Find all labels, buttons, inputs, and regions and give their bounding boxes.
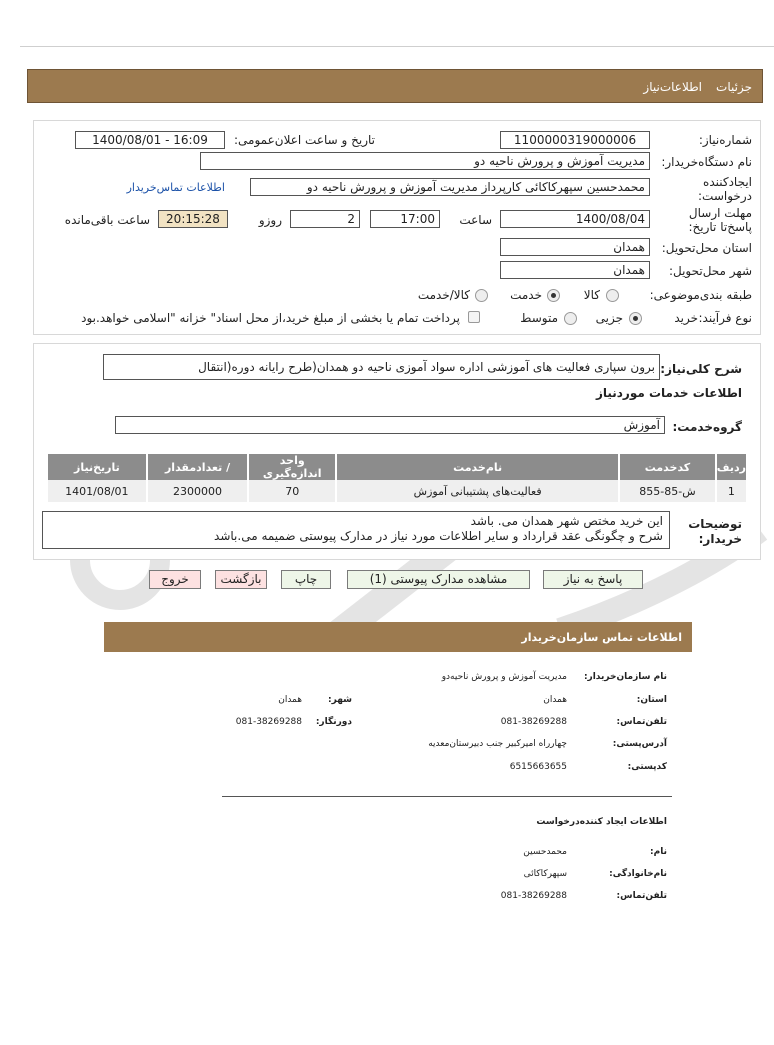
contact-province-value: همدان <box>543 695 567 705</box>
buyer-contact-link[interactable]: اطلاعات تماس‌خریدار <box>126 181 225 194</box>
contact-city-label: شهر: <box>328 695 352 705</box>
need-number-label: شماره‌نیاز: <box>698 133 752 147</box>
buyer-contact-body <box>104 662 692 922</box>
contact-divider <box>222 796 672 797</box>
province-field: همدان <box>500 238 650 256</box>
back-button[interactable]: بازگشت <box>215 570 267 589</box>
creator-label: ایجادکننده درخواست: <box>698 175 752 203</box>
buyer-org-field: مدیریت آموزش و پرورش ناحیه دو <box>200 152 650 170</box>
contact-fax-value: 081-38269288 <box>235 717 302 727</box>
process-medium-radio[interactable] <box>564 312 577 325</box>
creator-name-label: نام: <box>650 847 667 857</box>
creator-field: محمدحسین سپهرکاکائی کارپرداز مدیریت آموزش و پرورش ناحیه دو <box>250 178 650 196</box>
summary-field: برون سپاری فعالیت های آموزشی اداره سواد آموزی ناحیه دو همدان(طرح رایانه دوره(انتقال <box>103 354 660 380</box>
col-need-date: تاریخ‌نیاز <box>47 454 147 480</box>
category-goods-service-radio[interactable] <box>475 289 488 302</box>
category-goods-service-text: کالا/خدمت <box>417 288 470 302</box>
remaining-label: ساعت باقی‌مانده <box>64 213 150 227</box>
treasury-payment-text: پرداخت تمام یا بخشی از مبلغ خرید،از محل اسناد" خزانه "اسلامی خواهد.بود <box>81 311 460 325</box>
process-purchase-text: خرید <box>674 311 698 325</box>
col-quantity: / تعدادمقدار <box>147 454 249 480</box>
contact-address-label: آدرس‌پستی: <box>612 739 667 749</box>
buyer-notes-line2: شرح و چگونگی عقد قرارداد و سایر اطلاعات مورد نیاز در مدارک پیوستی ضمیمه می.باشد <box>214 529 663 543</box>
cell-row-no: 1 <box>716 480 746 502</box>
category-goods-text: کالا <box>583 288 600 302</box>
exit-button[interactable]: خروج <box>149 570 201 589</box>
city-label: شهر محل‌تحویل: <box>668 264 752 278</box>
buyer-notes-label: توضیحات خریدار: <box>688 517 742 546</box>
contact-phone-label: تلفن‌تماس: <box>616 717 667 727</box>
creator-phone-label: تلفن‌تماس: <box>616 891 667 901</box>
days-field: 2 <box>290 210 360 228</box>
buyer-contact-title: اطلاعات تماس سازمان‌خریدار <box>521 631 682 644</box>
announce-date-field: 1400/08/01 - 16:09 <box>75 131 225 149</box>
need-info-panel <box>33 120 761 335</box>
contact-postal-value: 6515663655 <box>509 762 567 772</box>
creator-name-value: محمدحسین <box>523 847 567 857</box>
time-label: ساعت <box>459 213 492 227</box>
deadline-date-field: 1400/08/04 <box>500 210 650 228</box>
creator-phone-value: 081-38269288 <box>500 891 567 901</box>
org-label: نام سازمان‌خریدار: <box>583 672 667 682</box>
table-row <box>47 480 746 502</box>
category-goods-radio[interactable] <box>606 289 619 302</box>
need-details-panel <box>33 343 761 560</box>
cell-service-code: ش-85-855 <box>619 480 716 502</box>
col-unit: واحد اندازه‌گیری <box>248 454 336 480</box>
cell-service-name: فعالیت‌های پشتیبانی آموزش <box>336 480 619 502</box>
reply-button[interactable]: پاسخ به نیاز <box>543 570 643 589</box>
cell-unit: 70 <box>248 480 336 502</box>
services-table <box>46 454 746 502</box>
buyer-org-label: نام دستگاه‌خریدار: <box>661 155 752 169</box>
treasury-payment-checkbox[interactable] <box>468 311 480 323</box>
contact-city-value: همدان <box>278 695 302 705</box>
tab-details[interactable]: جزئیات <box>716 80 752 94</box>
category-service-text: خدمت <box>510 288 542 302</box>
cell-quantity: 2300000 <box>147 480 249 502</box>
remaining-time-field: 20:15:28 <box>158 210 228 228</box>
contact-phone-value: 081-38269288 <box>500 717 567 727</box>
category-service-radio[interactable] <box>547 289 560 302</box>
info-header <box>27 69 763 103</box>
process-partial-radio[interactable] <box>629 312 642 325</box>
category-label: طبقه بندی‌موضوعی: <box>649 288 752 302</box>
city-field: همدان <box>500 261 650 279</box>
deadline-time-field: 17:00 <box>370 210 440 228</box>
org-value: مدیریت آموزش و پرورش ناحیه‌دو <box>441 672 567 682</box>
process-medium-text: متوسط <box>520 311 558 325</box>
col-row-no: ردیف <box>716 454 746 480</box>
process-partial-text: جزیی <box>595 311 623 325</box>
contact-postal-label: کدپستی: <box>627 762 667 772</box>
process-label: نوع فرآیند: <box>698 311 752 325</box>
province-label: استان محل‌تحویل: <box>661 241 752 255</box>
service-group-field: آموزش <box>115 416 665 434</box>
contact-address-value: چهارراه امیرکبیر جنب دبیرستان‌معدیه <box>428 739 567 749</box>
announce-date-label: تاریخ و ساعت اعلان‌عمومی: <box>233 133 375 147</box>
table-header-row <box>47 454 746 480</box>
view-documents-button[interactable]: مشاهده مدارک پیوستی (1) <box>347 570 530 589</box>
need-number-field: 1100000319000006 <box>500 131 650 149</box>
buyer-notes-line1: این خرید مختص شهر همدان می. باشد <box>470 514 663 528</box>
contact-province-label: استان: <box>636 695 667 705</box>
service-group-label: گروه‌خدمت: <box>672 420 742 434</box>
days-label: روزو <box>258 213 282 227</box>
services-title: اطلاعات خدمات موردنیاز <box>595 386 742 400</box>
cell-need-date: 1401/08/01 <box>47 480 147 502</box>
buyer-contact-header <box>104 622 692 652</box>
creator-family-label: نام‌خانوادگی: <box>609 869 667 879</box>
top-divider <box>20 46 774 47</box>
creator-family-value: سپهرکاکائی <box>523 869 567 879</box>
print-button[interactable]: چاپ <box>281 570 331 589</box>
summary-label: شرح کلی‌نیاز: <box>660 362 742 376</box>
deadline-label: مهلت ارسال پاسخ‌تا تاریخ: <box>688 206 752 234</box>
col-service-name: نام‌خدمت <box>336 454 619 480</box>
buyer-notes-box <box>42 511 670 549</box>
col-service-code: کدخدمت <box>619 454 716 480</box>
contact-fax-label: دورنگار: <box>315 717 352 727</box>
tab-need-info[interactable]: اطلاعات‌نیاز <box>643 80 702 94</box>
creator-info-title: اطلاعات ایجاد کننده‌درخواست <box>536 817 667 827</box>
